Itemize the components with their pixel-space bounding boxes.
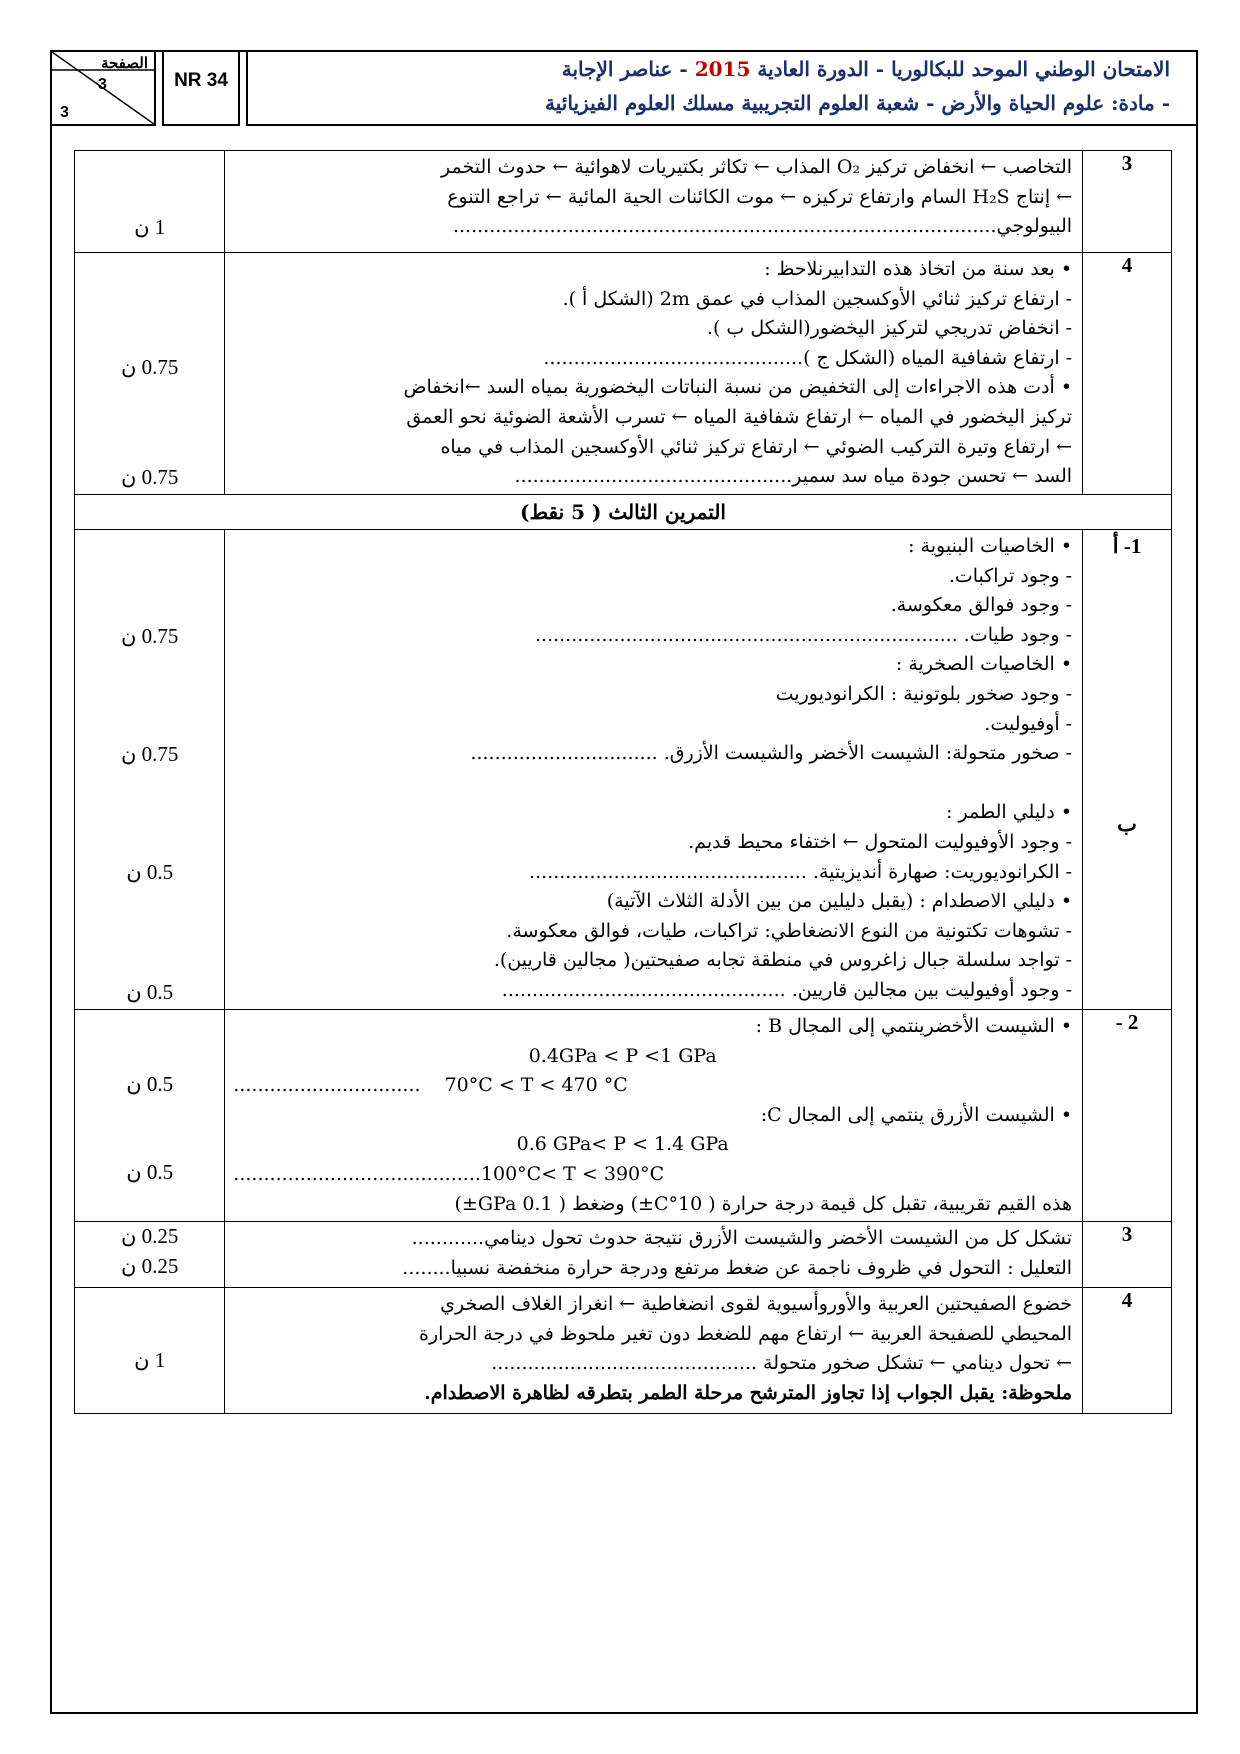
mark-value: 0.25 ن: [120, 1224, 179, 1249]
answer-cell: • الشيست الأخضرينتمي إلى المجال B : 0.4GPa < P <1 GPa ............................... 70°C < T < 470 °C • الشيست الأزرق ينتمي إلى المجال C: 0.6 GPa< P < 1.4 GPa .........................................100°C< T < 390°C هذه القيم تقريبية، تقبل كل قيمة درجة حرارة ( 10°C±) وضغط ( 0.1 GPa±): [225, 1010, 1083, 1222]
answer-cell: خضوع الصفيحتين العربية والأوروأسيوية لقوى انضغاطية ← انغراز الغلاف الصخري المحيطي للصفيحة العربية ← ارتفاع مهم للضغط دون تغير ملحوظ في درجة الحرارة ← تحول دينامي ← تشكل صخور متحولة ............................................ ملحوظة: يقبل الجواب إذا تجاوز المترشح مرحلة الطمر بتطرقه لظاهرة الاصطدام.: [225, 1288, 1083, 1414]
mark-value: 0.25 ن: [120, 1254, 179, 1279]
mark-value: 1 ن: [134, 1348, 166, 1373]
mark-cell: [75, 1288, 225, 1414]
answer-cell: التخاصب ← انخفاض تركيز O₂ المذاب ← تكاثر بكتيريات لاهوائية ← حدوث التخمر ← إنتاج H₂S السام وارتفاع تركيزه ← موت الكائنات الحية المائية ← تراجع التنوع البيولوجي..........................................................................................: [225, 151, 1083, 253]
mark-cell: [75, 253, 225, 495]
grading-note: ملحوظة: يقبل الجواب إذا تجاوز المترشح مرحلة الطمر بتطرقه لظاهرة الاصطدام.: [424, 1381, 1073, 1404]
mark-cell: [75, 1222, 225, 1288]
question-number: 2 -: [1083, 1010, 1172, 1222]
question-number: 3: [1083, 151, 1172, 253]
question-number: ب: [1117, 812, 1137, 836]
exam-title-line-1: الامتحان الوطني الموحد للبكالوريا - الدورة العادية 2015 - عناصر الإجابة: [561, 57, 1170, 81]
table-row: [75, 1010, 1172, 1222]
page-number-box: [50, 50, 156, 126]
pressure-range-b: 0.4GPa < P <1 GPa: [528, 1044, 717, 1067]
mark-value: 0.75 ن: [120, 624, 179, 648]
pressure-range-c: 0.6 GPa< P < 1.4 GPa: [516, 1133, 729, 1156]
question-number: 1- أ: [1112, 534, 1142, 558]
exam-title-line-2: - مادة: علوم الحياة والأرض - شعبة العلوم التجريبية مسلك العلوم الفيزيائية: [545, 91, 1170, 115]
mark-value: 0.75 ن: [120, 355, 179, 379]
answer-cell: تشكل كل من الشيست الأخضر والشيست الأزرق نتيجة حدوث تحول دينامي............ التعليل : التحول في ظروف ناجمة عن ضغط مرتفع ودرجة حرارة منخفضة نسبيا........: [225, 1222, 1083, 1288]
mark-value: 0.75 ن: [120, 742, 179, 766]
table-row: [75, 151, 1172, 253]
table-row: [75, 1222, 1172, 1288]
page-label: الصفحة: [100, 54, 148, 72]
page-total: 3: [60, 104, 69, 121]
page-number: 3: [98, 76, 107, 93]
answer-cell: • بعد سنة من اتخاذ هذه التدابيرنلاحظ : - ارتفاع تركيز ثنائي الأوكسجين المذاب في عمق 2m (الشكل أ ). - انخفاض تدريجي لتركيز اليخضور(الشكل ب ). - ارتفاع شفافية المياه (الشكل ج )........................................... • أدت هذه الاجراءات إلى التخفيض من نسبة النباتات اليخضورية بمياه السد ←انخفاض تركيز اليخضور في المياه ← ارتفاع شفافية المياه ← تسرب الأشعة الضوئية نحو العمق ← ارتفاع وتيرة التركيب الضوئي ← ارتفاع تركيز ثنائي الأوكسجين المذاب في مياه السد ← تحسن جودة مياه سد سمير..............................................: [225, 253, 1083, 495]
mark-cell: [75, 530, 225, 1010]
question-number: 4: [1083, 253, 1172, 495]
exercise-title: التمرين الثالث ( 5 نقط): [75, 495, 1172, 530]
table-row: [75, 530, 1172, 1010]
mark-value: 0.5 ن: [126, 1072, 174, 1096]
answer-cell: • الخاصيات البنيوية : - وجود تراكبات. - وجود فوالق معكوسة. - وجود طيات. ...................................................................... • الخاصيات الصخرية : - وجود صخور بلوتونية : الكرانوديوريت - أوفيوليت. - صخور متحولة: الشيست الأخضر والشيست الأزرق. ............................... • دليلي الطمر : - وجود الأوفيوليت المتحول ← اختفاء محيط قديم. - الكرانوديوريت: صهارة أنديزيتية. .............................................. • دليلي الاصطدام : (يقبل دليلين من بين الأدلة الثلاث الآتية) - تشوهات تكتونية من النوع الانضغاطي: تراكبات، طيات، فوالق معكوسة. - تواجد سلسلة جبال زاغروس في منطقة تجابه صفيحتين( مجالين قاريين). - وجود أوفيوليت بين مجالين قاريين. ...............................................: [225, 530, 1083, 1010]
mark-value: 0.5 ن: [126, 860, 174, 884]
exam-year: 2015: [694, 57, 751, 81]
table-row: [75, 1288, 1172, 1414]
question-number-cell: [1083, 530, 1172, 1010]
section-header-row: [75, 495, 1172, 530]
answer-key-table: [74, 150, 1172, 1414]
question-number: 4: [1083, 1288, 1172, 1414]
table-row: [75, 253, 1172, 495]
mark-value: 0.5 ن: [126, 980, 174, 1004]
mark-cell: [75, 151, 225, 253]
mark-value: 0.75 ن: [120, 465, 179, 489]
mark-cell: [75, 1010, 225, 1222]
temperature-range-c: 100°C< T < 390°C: [480, 1162, 665, 1185]
exam-code: NR 34: [162, 50, 240, 126]
exam-title-box: [246, 50, 1198, 126]
temperature-range-b: 70°C < T < 470 °C: [444, 1074, 628, 1097]
question-number: 3: [1083, 1222, 1172, 1288]
mark-value: 1 ن: [134, 215, 166, 239]
mark-value: 0.5 ن: [126, 1160, 174, 1184]
